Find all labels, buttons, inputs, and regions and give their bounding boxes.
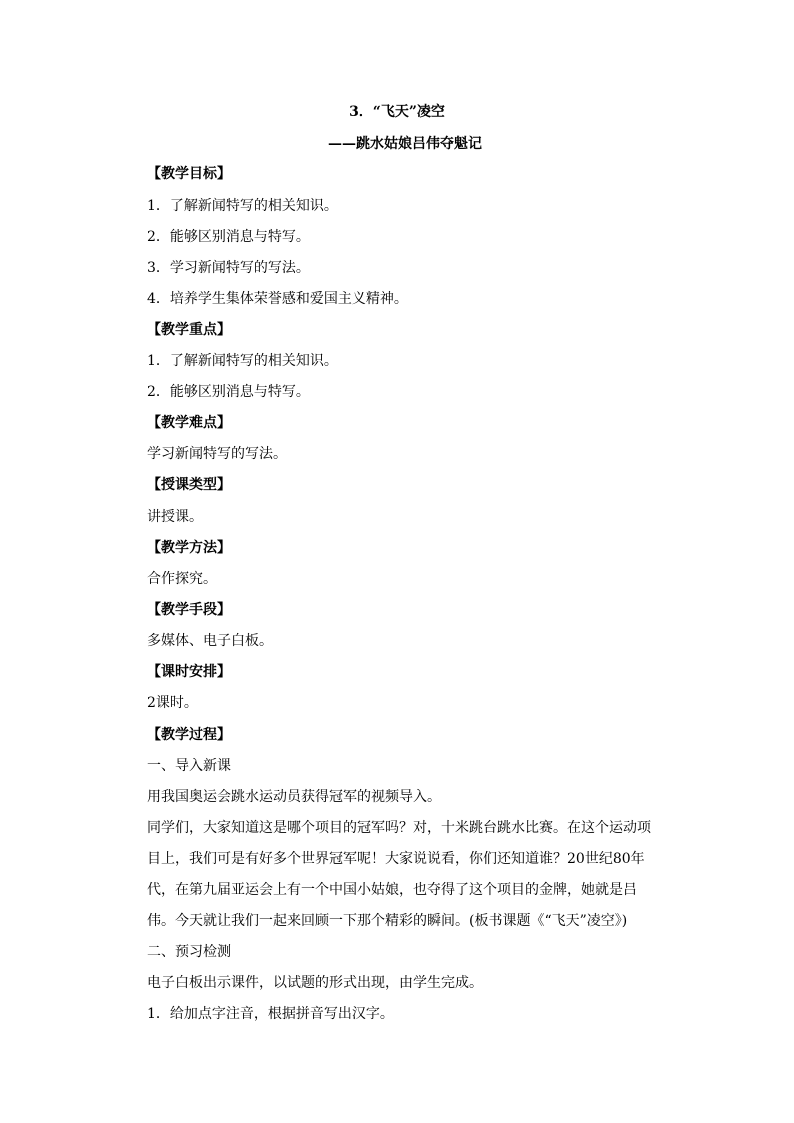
goal-item: 1．了解新闻特写的相关知识。 (147, 198, 338, 214)
part2-item: 1．给加点字注音，根据拼音写出汉字。 (147, 1006, 394, 1022)
process-heading: 【教学过程】 (147, 727, 231, 743)
key-item: 2．能够区别消息与特写。 (147, 384, 310, 400)
means-text: 多媒体、电子白板。 (147, 633, 273, 649)
goals-heading: 【教学目标】 (147, 166, 231, 182)
doc-subtitle: ——跳水姑娘吕伟夺魁记 (328, 136, 482, 152)
key-item: 1．了解新闻特写的相关知识。 (147, 353, 338, 369)
difficulty-text: 学习新闻特写的写法。 (147, 446, 287, 462)
key-heading: 【教学重点】 (147, 322, 231, 338)
means-heading: 【教学手段】 (147, 602, 231, 618)
part1-line: 用我国奥运会跳水运动员获得冠军的视频导入。 (147, 789, 441, 805)
goal-item: 2．能够区别消息与特写。 (147, 229, 310, 245)
method-text: 合作探究。 (147, 571, 217, 587)
hours-text: 2课时。 (147, 695, 198, 711)
type-text: 讲授课。 (147, 509, 203, 525)
type-heading: 【授课类型】 (147, 477, 231, 493)
doc-title: 3．“飞天”凌空 (349, 104, 445, 120)
part1-paragraph: 同学们，大家知道这是哪个项目的冠军吗？对，十米跳台跳水比赛。在这个运动项目上，我们可是有好多个世界冠军呢！大家说说看，你们还知道谁？20世纪80年代，在第九届亚运会上有一个中国小姑娘，也夺得了这个项目的金牌，她就是吕伟。今天就让我们一起来回顾一下那个精彩的瞬间。(板书课题《“飞天”凌空》) (147, 820, 651, 929)
goal-item: 3．学习新闻特写的写法。 (147, 260, 310, 276)
part1-heading: 一、导入新课 (147, 758, 231, 774)
goal-item: 4．培养学生集体荣誉感和爱国主义精神。 (147, 291, 408, 307)
difficulty-heading: 【教学难点】 (147, 415, 231, 431)
part2-line: 电子白板出示课件，以试题的形式出现，由学生完成。 (147, 975, 483, 991)
hours-heading: 【课时安排】 (147, 664, 231, 680)
method-heading: 【教学方法】 (147, 540, 231, 556)
part2-heading: 二、预习检测 (147, 944, 231, 960)
